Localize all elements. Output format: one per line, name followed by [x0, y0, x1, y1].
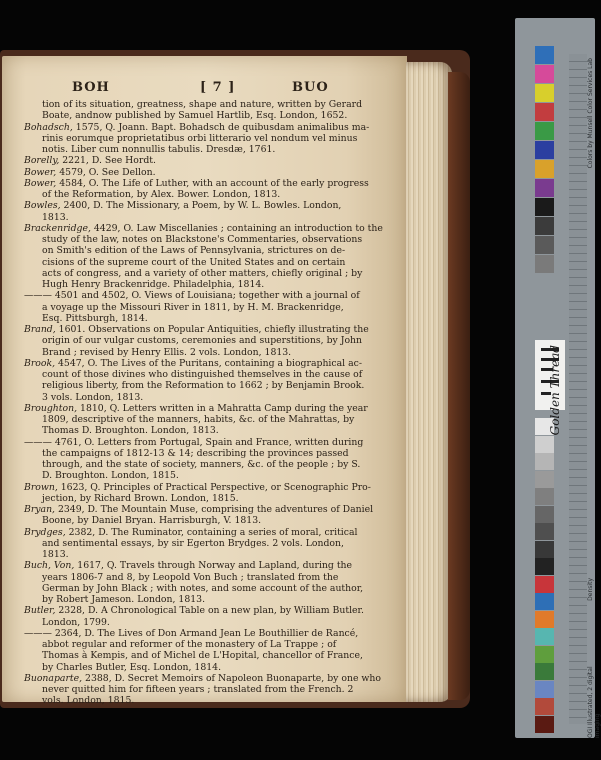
- entry-text: vols. London, 1815.: [42, 695, 135, 707]
- entry-text: 2364, D. The Lives of Don Armand Jean Le Bouthillier de Rancé,: [51, 627, 359, 639]
- entry-text: 4761, O. Letters from Portugal, Spain and France, written during: [51, 436, 364, 448]
- text-line: [24, 347, 400, 358]
- entry-author: Borelly,: [24, 155, 60, 167]
- text-line: [24, 605, 400, 616]
- color-swatch: [535, 160, 554, 178]
- text-line: [24, 403, 400, 414]
- text-line: [24, 324, 400, 335]
- text-line: [24, 628, 400, 639]
- bottom-card-text: OGI Illustrated, 2 digital imaging: [587, 666, 601, 738]
- entry-text: Boate, andnow published by Samuel Hartlib, Esq. London, 1652.: [42, 110, 348, 122]
- color-swatch: [535, 65, 554, 83]
- text-line: [24, 527, 400, 538]
- entry-text: through, and the state of society, manners, &c. of the people ; by S.: [42, 459, 361, 470]
- text-line: [24, 515, 400, 526]
- text-line: [24, 189, 400, 200]
- text-line: [24, 122, 400, 133]
- text-line: [24, 572, 400, 583]
- entry-text: 2328, D. A Chronological Table on a new plan, by William Butler.: [55, 605, 364, 617]
- color-swatch: [535, 716, 554, 733]
- entry-text: a voyage up the Missouri River in 1811, by H. M. Brackenridge,: [42, 301, 344, 313]
- text-line: [24, 695, 400, 706]
- entry-text: jection, by Richard Brown. London, 1815.: [42, 492, 239, 504]
- entry-text: 1623, Q. Principles of Practical Perspective, or Scenographic Pro-: [57, 481, 371, 493]
- entry-author: Buch, Von,: [24, 560, 75, 572]
- text-line: [24, 538, 400, 549]
- book-cover-edge: [448, 72, 470, 700]
- entry-text: study of the law, notes on Blackstone's Commentaries, observations: [42, 234, 363, 245]
- entry-author: Brackenridge,: [24, 222, 91, 234]
- color-swatch: [535, 506, 554, 523]
- text-line: [24, 459, 400, 470]
- entry-text: origin of our vulgar customs, ceremonies and superstitions, by John: [42, 335, 363, 347]
- entry-text: rinis eorumque proprietatibus orbi litterario vel nondum vel minus: [42, 132, 358, 144]
- text-line: [24, 155, 400, 166]
- entry-author: Buonaparte,: [24, 672, 83, 684]
- text-line: [24, 234, 400, 245]
- text-line: [24, 167, 400, 178]
- entry-text: Boone, by Daniel Bryan. Harrisburgh, V. 1813.: [42, 515, 262, 527]
- text-line: [24, 639, 400, 650]
- text-line: [24, 470, 400, 481]
- header-right-word: BUO: [292, 80, 329, 95]
- entry-text: of the Reformation, by Alex. Bower. London, 1813.: [42, 189, 281, 200]
- text-line: [24, 414, 400, 425]
- entry-text: 2388, D. Secret Memoirs of Napoleon Buonaparte, by one who: [82, 672, 381, 684]
- entry-author: Bohadsch,: [24, 121, 73, 133]
- text-line: [24, 369, 400, 380]
- text-line: [24, 392, 400, 403]
- text-line: [24, 673, 400, 684]
- entry-text: by Robert Jameson. London, 1813.: [42, 594, 206, 605]
- entry-text: on Smith's edition of the Laws of Pennsylvania, strictures on de-: [42, 245, 346, 257]
- entry-text: 4584, O. The Life of Luther, with an account of the early progress: [56, 177, 369, 189]
- color-swatch: [535, 217, 554, 235]
- entry-text: 1810, Q. Letters written in a Mahratta Camp during the year: [77, 402, 368, 414]
- text-line: [24, 212, 400, 223]
- entry-text: 4579, O. See Dellon.: [56, 166, 156, 178]
- text-line: [24, 144, 400, 155]
- entry-text: 2382, D. The Ruminator, containing a series of moral, critical: [65, 526, 358, 538]
- text-line: [24, 594, 400, 605]
- text-line: [24, 617, 400, 628]
- entry-author: Bowles,: [24, 200, 61, 212]
- color-swatch: [535, 141, 554, 159]
- color-swatch: [535, 46, 554, 64]
- entry-author: Broughton,: [24, 402, 78, 414]
- entry-text: 1617, Q. Travels through Norway and Lapland, during the: [74, 560, 353, 572]
- entry-author: Brand,: [24, 324, 56, 335]
- color-swatch: [535, 103, 554, 121]
- text-line: [24, 279, 400, 290]
- running-header: [20, 80, 400, 100]
- text-line: [24, 493, 400, 504]
- text-line: [24, 437, 400, 448]
- text-line: [24, 684, 400, 695]
- color-swatch: [535, 663, 554, 680]
- text-line: [24, 223, 400, 234]
- entry-text: 1601. Observations on Popular Antiquities, chiefly illustrating the: [55, 324, 369, 335]
- color-swatch: [535, 471, 554, 488]
- entry-text: 1813.: [42, 211, 69, 223]
- text-line: [24, 482, 400, 493]
- entry-text: London, 1799.: [42, 616, 110, 628]
- entry-text: Esq. Pittsburgh, 1814.: [42, 312, 148, 324]
- color-swatch: [535, 255, 554, 273]
- entry-author: Butler,: [24, 605, 56, 617]
- entry-author: Bryan,: [24, 504, 56, 515]
- color-swatch: [535, 698, 554, 715]
- color-swatch: [535, 576, 554, 593]
- entry-author: Brook,: [24, 357, 56, 369]
- entry-text: 4501 and 4502, O. Views of Louisiana; together with a journal of: [51, 290, 360, 302]
- text-line: [24, 290, 400, 301]
- entry-text: acts of congress, and a variety of other matters, chiefly original ; by: [42, 267, 363, 279]
- color-swatch: [535, 646, 554, 663]
- entry-author: ———: [24, 290, 52, 302]
- text-line: [24, 257, 400, 268]
- entry-text: count of those divines who distinguished themselves in the cause of: [42, 369, 363, 380]
- text-line: [24, 583, 400, 594]
- entry-text: years 1806-7 and 8, by Leopold Von Buch ; translated from the: [42, 571, 339, 583]
- color-swatch: [535, 558, 554, 575]
- entry-author: Bower,: [24, 166, 57, 178]
- text-line: [24, 650, 400, 661]
- text-line: [24, 358, 400, 369]
- text-line: [24, 268, 400, 279]
- entry-text: notis. Liber cum nonnullis tabulis. Dresdæ, 1761.: [42, 144, 276, 155]
- text-line: [24, 245, 400, 256]
- entry-text: Brand ; revised by Henry Ellis. 2 vols. London, 1813.: [42, 346, 292, 358]
- header-left-word: BOH: [72, 80, 110, 95]
- entry-text: 4429, O. Law Miscellanies ; containing an introduction to the: [90, 222, 383, 234]
- entry-text: religious liberty, from the Reformation to 1662 ; by Benjamin Brook.: [42, 380, 365, 392]
- text-line: [24, 662, 400, 673]
- entry-author: Bower,: [24, 177, 57, 189]
- entry-text: and sentimental essays, by sir Egerton Brydges. 2 vols. London,: [42, 537, 344, 549]
- text-line: [24, 313, 400, 324]
- text-line: [24, 302, 400, 313]
- page-edges: [406, 62, 452, 702]
- entry-text: Thomas à Kempis, and of Michel de L'Hopital, chancellor of France,: [42, 650, 363, 662]
- page-number: [ 7 ]: [200, 80, 236, 95]
- entry-author: ———: [24, 627, 52, 639]
- entry-text: 3 vols. London, 1813.: [42, 391, 144, 403]
- color-swatch: [535, 488, 554, 505]
- entry-author: ———: [24, 436, 52, 448]
- color-swatch: [535, 84, 554, 102]
- entry-text: 1813.: [42, 549, 69, 560]
- text-line: [24, 99, 400, 110]
- color-swatch: [535, 628, 554, 645]
- entry-text: by Charles Butler, Esq. London, 1814.: [42, 661, 222, 673]
- entry-text: 1809, descriptive of the manners, habits, &c. of the Mahrattas, by: [42, 414, 355, 425]
- entry-text: 2349, D. The Mountain Muse, comprising the adventures of Daniel: [55, 504, 374, 515]
- text-line: [24, 110, 400, 121]
- text-line: [24, 448, 400, 459]
- entry-author: Brydges,: [24, 526, 66, 538]
- color-swatch: [535, 541, 554, 558]
- color-swatch: [535, 453, 554, 470]
- entry-text: German by John Black ; with notes, and some account of the author,: [42, 582, 364, 594]
- entry-text: 1575, Q. Joann. Bapt. Bohadsch de quibusdam animalibus ma-: [72, 121, 370, 133]
- color-swatch: [535, 436, 554, 453]
- entry-text: Hugh Henry Brackenridge. Philadelphia, 1814.: [42, 279, 265, 290]
- brand-text: Colors by Munsell Color Services Lab: [587, 58, 594, 169]
- entry-text: the campaigns of 1812-13 & 14; describing the provinces passed: [42, 447, 349, 459]
- entry-text: 4547, O. The Lives of the Puritans, containing a biographical ac-: [55, 357, 362, 369]
- color-swatch: [535, 523, 554, 540]
- text-line: [24, 178, 400, 189]
- text-line: [24, 133, 400, 144]
- text-line: [24, 504, 400, 515]
- color-swatch: [535, 122, 554, 140]
- color-swatch: [535, 611, 554, 628]
- color-swatch: [535, 236, 554, 254]
- entry-text: cisions of the supreme court of the United States and on certain: [42, 256, 346, 268]
- entry-text: never quitted him for fifteen years ; translated from the French. 2: [42, 684, 354, 695]
- entry-text: tion of its situation, greatness, shape and nature, written by Gerard: [42, 99, 363, 110]
- ruler-strip: [569, 54, 587, 724]
- density-text: Density: [587, 578, 594, 601]
- color-swatch: [535, 198, 554, 216]
- text-line: [24, 425, 400, 436]
- color-swatch: [535, 179, 554, 197]
- entry-text: 2400, D. The Missionary, a Poem, by W. L. Bowles. London,: [60, 200, 342, 212]
- entry-author: Brown,: [24, 481, 58, 493]
- text-line: [24, 335, 400, 346]
- entry-text: 2221, D. See Hordt.: [59, 155, 156, 167]
- text-line: [24, 380, 400, 391]
- color-swatch: [535, 593, 554, 610]
- entry-text: D. Broughton. London, 1815.: [42, 470, 179, 482]
- text-line: [24, 560, 400, 571]
- entry-text: Thomas D. Broughton. London, 1813.: [42, 425, 219, 437]
- text-line: [24, 549, 400, 560]
- page-text: [24, 99, 400, 707]
- entry-text: abbot regular and reformer of the monastery of La Trappe ; of: [42, 639, 337, 650]
- signature: Golden Thread: [548, 345, 562, 436]
- text-line: [24, 200, 400, 211]
- color-swatch: [535, 681, 554, 698]
